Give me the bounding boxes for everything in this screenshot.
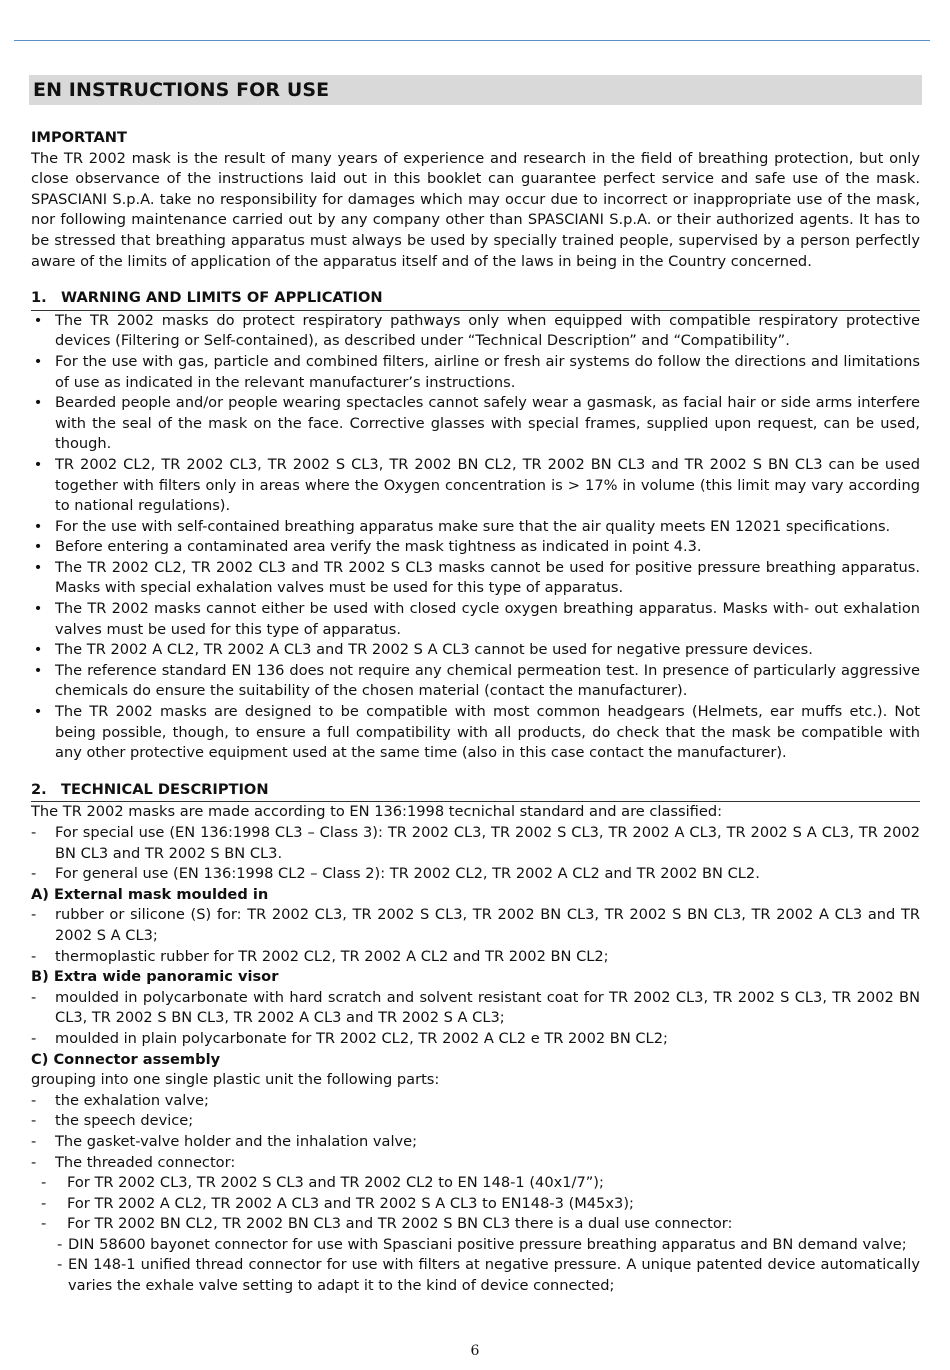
page-title: EN INSTRUCTIONS FOR USE: [33, 79, 330, 101]
dash-marker: -: [31, 824, 37, 841]
list-item-text: For TR 2002 BN CL2, TR 2002 BN CL3 and TR 2002 S BN CL3 there is a dual use connector:: [67, 1215, 733, 1233]
list-item: [31, 640, 920, 661]
bullet-icon: •: [33, 558, 43, 576]
dash-marker: -: [41, 1174, 47, 1192]
list-item-text: The reference standard EN 136 does not require any chemical permeation test. In presence of particularly aggressive chemicals do ensure the suitability of the chosen material (contact the manufacturer).: [55, 661, 920, 700]
list-item-text: The TR 2002 masks do protect respiratory pathways only when equipped with compatible respiratory protective devices (Filtering or Self-contained), as described under “Technical Description” and “Compatibility”.: [55, 311, 920, 350]
dash-marker: -: [57, 1235, 63, 1253]
bullet-icon: •: [33, 641, 43, 659]
subheading-panoramic-visor: B) Extra wide panoramic visor: [31, 968, 279, 986]
list-item: [31, 947, 920, 968]
dash-marker: -: [31, 1091, 37, 1109]
list-item: [31, 905, 920, 946]
section-title-bar: [29, 75, 922, 105]
list-item: [31, 823, 920, 864]
list-item-text: TR 2002 CL2, TR 2002 CL3, TR 2002 S CL3, TR 2002 BN CL2, TR 2002 BN CL3 and TR 2002 S BN CL3 can be used together with filters only in areas where the Oxygen concentration is > 17% in volume (this limit may vary according to national regulations).: [55, 455, 920, 515]
list-item-text: moulded in plain polycarbonate for TR 2002 CL2, TR 2002 A CL2 e TR 2002 BN CL2;: [55, 1029, 668, 1047]
bullet-icon: •: [33, 661, 43, 679]
list-item: [31, 1029, 920, 1050]
list-item: [31, 1111, 920, 1132]
list-item-text: For special use (EN 136:1998 CL3 – Class 3): TR 2002 CL3, TR 2002 S CL3, TR 2002 A CL3, TR 2002 S A CL3, TR 2002 BN CL3 and TR 2002 S BN CL3.: [55, 824, 920, 862]
dash-marker: -: [41, 1194, 47, 1212]
connector-intro: grouping into one single plastic unit the following parts:: [31, 1071, 440, 1089]
bullet-icon: •: [33, 538, 43, 556]
section-1-title: WARNING AND LIMITS OF APPLICATION: [61, 289, 383, 307]
bullet-icon: •: [33, 703, 43, 721]
bullet-icon: •: [33, 455, 43, 473]
bullet-icon: •: [33, 394, 43, 412]
list-item-text: The TR 2002 masks cannot either be used with closed cycle oxygen breathing apparatus. Masks with- out exhalation valves must be used for this type of apparatus.: [55, 600, 920, 638]
list-item-text: Before entering a contaminated area verify the mask tightness as indicated in point 4.3.: [55, 538, 702, 556]
dash-marker: -: [31, 1153, 37, 1171]
sub-list-item: [31, 1194, 920, 1215]
section-2-number: 2.: [31, 780, 47, 798]
bullet-icon: •: [33, 517, 43, 535]
important-paragraph: The TR 2002 mask is the result of many years of experience and research in the field of breathing protection, but only close observance of the instructions laid out in this booklet can guarantee perfect service and safe use of the mask. SPASCIANI S.p.A. take no responsibility for damages which may occur due to incorrect or inappropriate use of the mask, nor following maintenance carried out by any company other than SPASCIANI S.p.A. or their authorized agents. It has to be stressed that breathing apparatus must always be used by specially trained people, supervised by a person perfectly aware of the limits of application of the apparatus itself and of the laws in being in the Country concerned.: [31, 149, 920, 270]
list-item-text: The gasket-valve holder and the inhalation valve;: [55, 1132, 418, 1150]
list-item-text: DIN 58600 bayonet connector for use with Spasciani positive pressure breathing apparatus and BN demand valve;: [68, 1235, 907, 1253]
dash-marker: -: [31, 988, 37, 1006]
sub-sub-list-item: [31, 1255, 920, 1296]
technical-intro: The TR 2002 masks are made according to EN 136:1998 tecnichal standard and are classified:: [31, 803, 723, 821]
list-item: [31, 1091, 920, 1112]
dash-marker: -: [31, 1132, 37, 1150]
list-item-text: the speech device;: [55, 1112, 194, 1130]
sub-list-item: [31, 1173, 920, 1194]
list-item: [31, 558, 920, 599]
list-item: [31, 455, 920, 517]
warning-list: [31, 311, 920, 764]
subheading-external-mask: A) External mask moulded in: [31, 885, 269, 903]
section-2-heading: [31, 780, 920, 803]
dash-marker: -: [41, 1215, 47, 1233]
list-item: [31, 393, 920, 455]
important-heading: IMPORTANT: [31, 129, 127, 146]
subheading-connector-assembly: C) Connector assembly: [31, 1050, 221, 1068]
list-item-text: Bearded people and/or people wearing spectacles cannot safely wear a gasmask, as facial hair or side arms interfere with the seal of the mask on the face. Corrective glasses with special frames, supplied upon request, can be used, though.: [55, 394, 920, 453]
dash-marker: -: [31, 906, 37, 924]
list-item: [31, 702, 920, 764]
list-item: [31, 1132, 920, 1153]
bullet-icon: •: [33, 352, 43, 370]
list-item-text: The TR 2002 A CL2, TR 2002 A CL3 and TR 2002 S A CL3 cannot be used for negative pressure devices.: [55, 641, 813, 659]
dash-marker: -: [31, 865, 37, 883]
header-rule: [14, 40, 930, 41]
list-item-text: the exhalation valve;: [55, 1091, 209, 1109]
list-item: [31, 537, 920, 558]
list-item-text: The TR 2002 masks are designed to be compatible with most common headgears (Helmets, ear muffs etc.). Not being possible, though, to ensure a full compatibility with all products, do check that the mask be compatible with any other protective equipment used at the same time (also in this case contact the manufacturer).: [55, 703, 920, 762]
bullet-icon: •: [33, 600, 43, 618]
list-item: [31, 517, 920, 538]
list-item-text: The TR 2002 CL2, TR 2002 CL3 and TR 2002 S CL3 masks cannot be used for positive pressure breathing apparatus. Masks with special exhalation valves must be used for this type of apparatus.: [55, 558, 920, 597]
list-item-text: The threaded connector:: [55, 1153, 236, 1171]
list-item: [31, 661, 920, 702]
list-item-text: For the use with gas, particle and combined filters, airline or fresh air systems do follow the directions and limitations of use as indicated in the relevant manufacturer’s instructions.: [55, 352, 920, 391]
dash-marker: -: [31, 1112, 37, 1130]
dash-marker: -: [57, 1256, 63, 1274]
list-item: [31, 311, 920, 352]
bullet-icon: •: [33, 311, 43, 329]
list-item-text: rubber or silicone (S) for: TR 2002 CL3, TR 2002 S CL3, TR 2002 BN CL3, TR 2002 S BN CL3, TR 2002 A CL3 and TR 2002 S A CL3;: [55, 906, 920, 944]
dash-marker: -: [31, 1029, 37, 1047]
list-item: [31, 599, 920, 640]
list-item-text: For the use with self-contained breathing apparatus make sure that the air quality meets EN 12021 specifications.: [55, 517, 891, 535]
sub-sub-list-item: [31, 1235, 920, 1256]
sub-list-item: [31, 1214, 920, 1235]
list-item-text: EN 148-1 unified thread connector for use with filters at negative pressure. A unique patented device automatically varies the exhale valve setting to adapt it to the kind of device connected;: [68, 1256, 920, 1295]
list-item-text: For general use (EN 136:1998 CL2 – Class 2): TR 2002 CL2, TR 2002 A CL2 and TR 2002 BN CL2.: [55, 865, 760, 883]
list-item-text: thermoplastic rubber for TR 2002 CL2, TR 2002 A CL2 and TR 2002 BN CL2;: [55, 947, 609, 965]
section-1-heading: [31, 288, 920, 311]
section-2-title: TECHNICAL DESCRIPTION: [61, 780, 269, 798]
page-number: 6: [470, 1343, 480, 1359]
list-item: [31, 864, 920, 885]
list-item: [31, 1153, 920, 1174]
document-body: [31, 128, 920, 1297]
list-item-text: For TR 2002 A CL2, TR 2002 A CL3 and TR 2002 S A CL3 to EN148-3 (M45x3);: [67, 1194, 634, 1212]
section-1-number: 1.: [31, 289, 47, 307]
dash-marker: -: [31, 947, 37, 965]
list-item: [31, 988, 920, 1029]
list-item-text: moulded in polycarbonate with hard scratch and solvent resistant coat for TR 2002 CL3, TR 2002 S CL3, TR 2002 BN CL3, TR 2002 S BN CL3, TR 2002 A CL3 and TR 2002 S A CL3;: [55, 988, 920, 1027]
list-item-text: For TR 2002 CL3, TR 2002 S CL3 and TR 2002 CL2 to EN 148-1 (40x1/7”);: [67, 1174, 604, 1192]
list-item: [31, 352, 920, 393]
